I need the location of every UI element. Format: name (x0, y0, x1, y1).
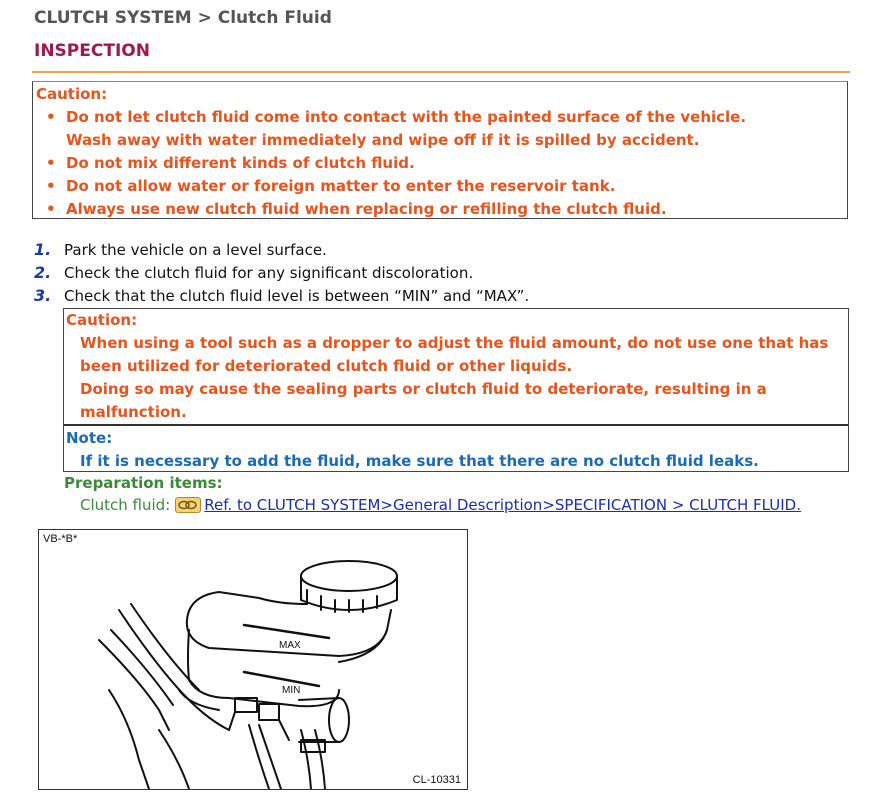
bullet: • (46, 108, 56, 126)
preparation-item (80, 496, 801, 514)
specification-reference-link[interactable]: Ref. to CLUTCH SYSTEM>General Description>SPECIFICATION > CLUTCH FLUID. (204, 496, 801, 514)
reservoir-drawing (39, 530, 467, 789)
note-text: If it is necessary to add the fluid, make sure that there are no clutch fluid leaks. (80, 452, 759, 470)
caution-line: malfunction. (80, 403, 187, 421)
caution-line: Do not mix different kinds of clutch fluid. (66, 154, 415, 172)
note-heading: Note: (66, 429, 113, 447)
step-text: Park the vehicle on a level surface. (64, 241, 327, 259)
step-2 (34, 263, 473, 282)
figure-code: CL-10331 (412, 774, 461, 786)
caution-heading: Caution: (66, 311, 138, 329)
caution-line: been utilized for deteriorated clutch fluid or other liquids. (80, 357, 573, 375)
note-box (63, 424, 849, 472)
breadcrumb: CLUTCH SYSTEM > Clutch Fluid (34, 8, 332, 28)
bullet: • (46, 200, 56, 218)
step-number: 2. (34, 263, 52, 282)
caution-line: Always use new clutch fluid when replacing or refilling the clutch fluid. (66, 200, 667, 218)
caution-box (32, 81, 848, 219)
caution-line: Doing so may cause the sealing parts or clutch fluid to deteriorate, resulting in a (80, 380, 767, 398)
min-label: MIN (282, 685, 301, 696)
caution-heading: Caution: (36, 85, 108, 103)
title-divider (32, 71, 850, 73)
step-3 (34, 286, 529, 305)
caution-line: Do not let clutch fluid come into contact with the painted surface of the vehicle. (66, 108, 747, 126)
step-text: Check that the clutch fluid level is between “MIN” and “MAX”. (64, 287, 530, 305)
caution-line: Do not allow water or foreign matter to enter the reservoir tank. (66, 177, 616, 195)
caution-line: When using a tool such as a dropper to adjust the fluid amount, do not use one that has (80, 334, 829, 352)
step-1 (34, 240, 327, 259)
bullet: • (46, 154, 56, 172)
max-label: MAX (279, 640, 301, 651)
section-title: INSPECTION (34, 41, 150, 61)
reservoir-illustration (38, 529, 468, 790)
caution-box-2 (63, 308, 849, 425)
step-number: 3. (34, 286, 52, 305)
reference-link-icon[interactable] (175, 497, 201, 513)
caution-line: Wash away with water immediately and wipe off if it is spilled by accident. (66, 131, 700, 149)
step-number: 1. (34, 240, 52, 259)
figure-id-label: VB-*B* (43, 533, 78, 545)
preparation-item-label: Clutch fluid: (80, 496, 171, 514)
step-text: Check the clutch fluid for any significant discoloration. (64, 264, 474, 282)
bullet: • (46, 177, 56, 195)
preparation-title: Preparation items: (64, 474, 223, 492)
